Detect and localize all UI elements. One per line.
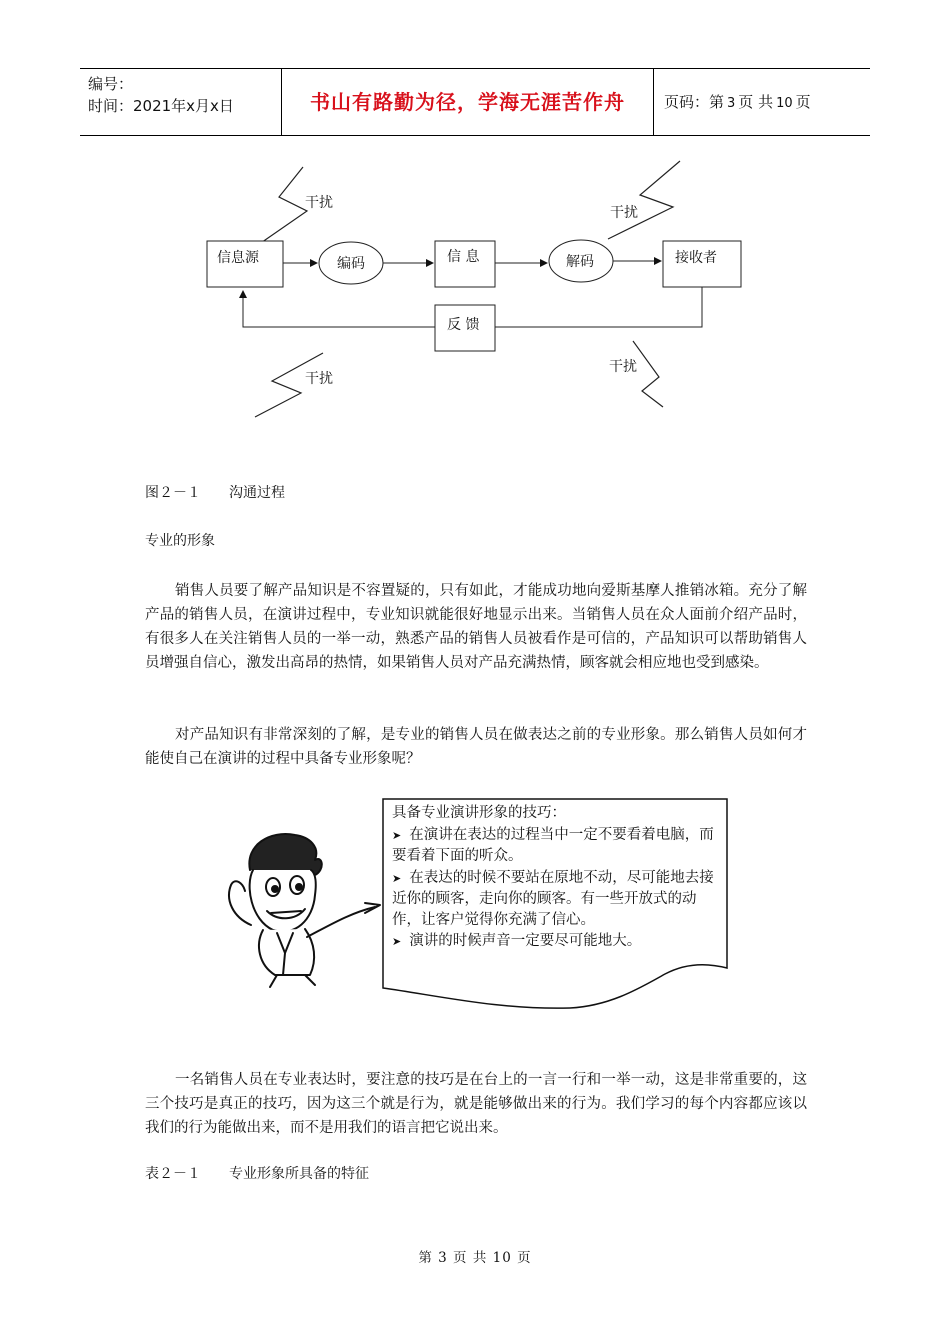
footer-current: 3 <box>438 1250 448 1266</box>
node-encode: 编码 <box>337 256 365 272</box>
footer-suffix: 页 <box>517 1250 532 1266</box>
header-motto: 书山有路勤为径，学海无涯苦作舟 <box>282 69 654 135</box>
footer-prefix: 第 <box>418 1250 433 1266</box>
noise-zigzag-4 <box>633 341 663 407</box>
bullet-arrow-icon: ➤ <box>392 828 402 842</box>
noise-label-2: 干扰 <box>610 205 638 221</box>
tip-item-3: ➤ 演讲的时候声音一定要尽可能地大。 <box>392 933 642 949</box>
page-header <box>80 68 870 136</box>
serial-label: 编号： <box>88 75 134 93</box>
tips-content <box>392 803 722 953</box>
noise-label-3: 干扰 <box>305 371 333 387</box>
paragraph-2: 对产品知识有非常深刻的了解，是专业的销售人员在做表达之前的专业形象。那么销售人员如何才能使自己在演讲的过程中具备专业形象呢？ <box>145 727 807 767</box>
tip-item-1: ➤ 在演讲在表达的过程当中一定不要看着电脑，而要看着下面的听众。 <box>392 826 714 864</box>
page-prefix: 页码：第 <box>664 93 725 111</box>
tips-title: 具备专业演讲形象的技巧： <box>392 805 566 821</box>
noise-label-1: 干扰 <box>305 195 333 211</box>
page-total: 10 <box>776 96 793 111</box>
figure-caption: 图２－１ 沟通过程 <box>145 485 285 501</box>
paragraph-1: 销售人员要了解产品知识是不容置疑的，只有如此，才能成功地向爱斯基摩人推销冰箱。充分了解产品的销售人员，在演讲过程中，专业知识就能很好地显示出来。当销售人员在众人面前介绍产品时，有很多人在关注销售人员的一举一动，熟悉产品的销售人员被看作是可信的，产品知识可以帮助销售人员增强自信心，激发出高昂的热情，如果销售人员对产品充满热情，顾客就会相应地也受到感染。 <box>145 583 807 671</box>
paragraph-3: 一名销售人员在专业表达时，要注意的技巧是在台上的一言一行和一举一动，这是非常重要的，这三个技巧是真正的技巧，因为这三个就是行为，就是能够做出来的行为。我们学习的每个内容都应该以我们的行为能做出来，而不是用我们的语言把它说出来。 <box>145 1072 807 1136</box>
header-page-info <box>654 69 870 135</box>
noise-zigzag-2 <box>608 161 680 239</box>
page-suffix: 页 <box>795 93 811 111</box>
node-receiver: 接收者 <box>675 250 717 266</box>
tip-item-2: ➤ 在表达的时候不要站在原地不动，尽可能地去接近你的顾客，走向你的顾客。有一些开放式的动作，让客户觉得你充满了信心。 <box>392 869 714 928</box>
node-decode: 解码 <box>566 254 594 270</box>
communication-diagram <box>195 155 755 425</box>
footer-total: 10 <box>492 1250 512 1266</box>
table-caption: 表２－１ 专业形象所具备的特征 <box>145 1166 369 1182</box>
node-feedback: 反 馈 <box>447 317 480 333</box>
noise-zigzag-1 <box>255 167 307 247</box>
header-left-cell <box>80 69 282 135</box>
page-footer <box>0 1246 950 1266</box>
time-text: 时间：2021年x月x日 <box>88 97 234 115</box>
bullet-arrow-icon: ➤ <box>392 871 402 885</box>
node-message: 信 息 <box>447 249 480 265</box>
node-source: 信息源 <box>217 250 259 266</box>
footer-mid: 页 共 <box>453 1250 488 1266</box>
section-title: 专业的形象 <box>145 533 215 549</box>
page-current: 3 <box>727 96 736 111</box>
bullet-arrow-icon: ➤ <box>392 935 402 948</box>
page-mid: 页 共 <box>738 93 774 111</box>
noise-label-4: 干扰 <box>609 359 637 375</box>
presenter-cartoon-icon <box>215 825 385 990</box>
